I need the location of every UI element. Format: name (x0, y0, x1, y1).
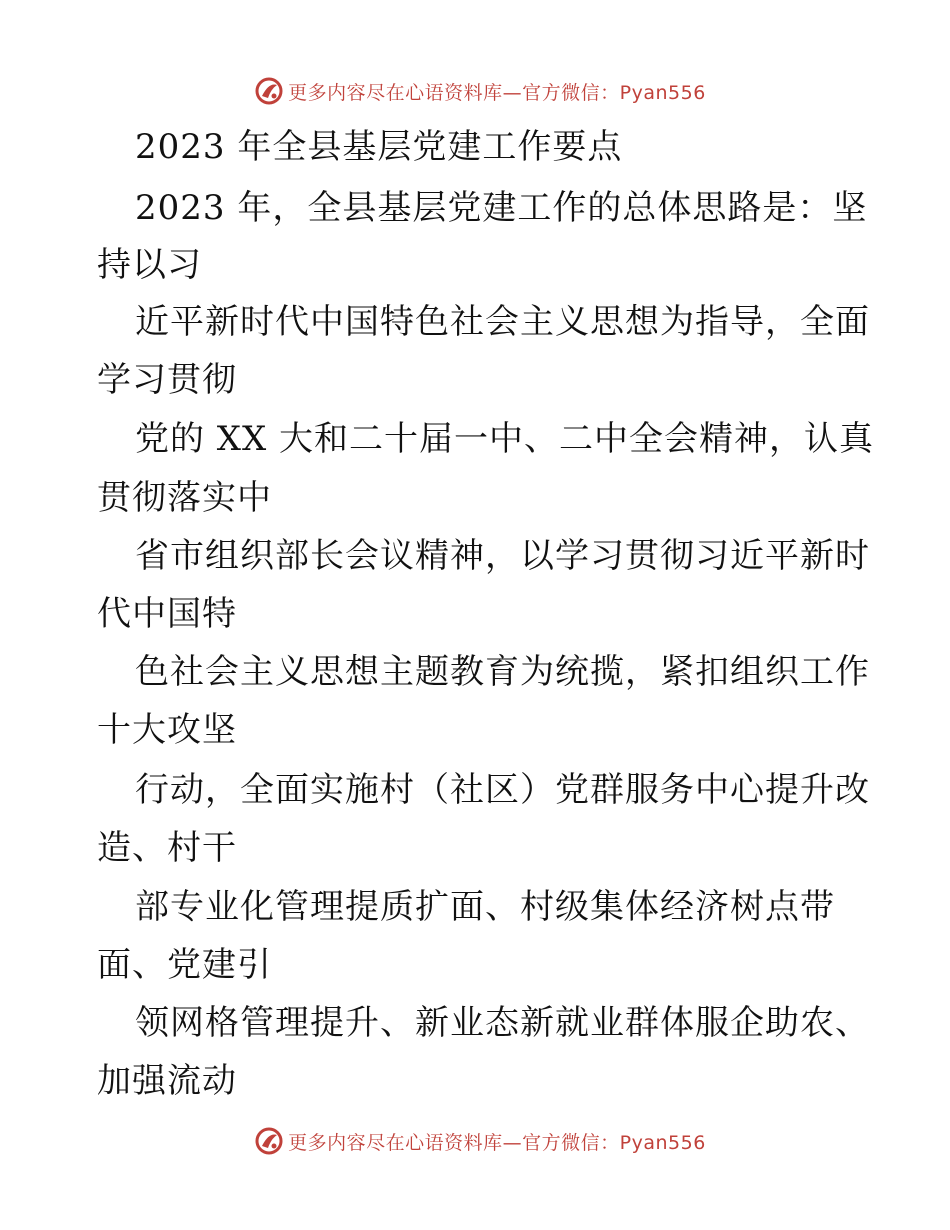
paragraph-line: 领网格管理提升、新业态新就业群体服企助农、 (135, 1003, 870, 1043)
paragraph-line: 2023 年，全县基层党建工作的总体思路是：坚 (135, 188, 868, 228)
paragraph-line: 造、村干 (97, 828, 237, 868)
paragraph-line: 省市组织部长会议精神，以学习贯彻习近平新时 (135, 536, 870, 576)
paragraph-line: 色社会主义思想主题教育为统揽，紧扣组织工作 (135, 652, 870, 692)
paragraph-line: 持以习 (97, 245, 202, 285)
paragraph-line: 面、党建引 (97, 945, 272, 985)
paragraph-line: 代中国特 (97, 594, 237, 634)
paragraph-line: 学习贯彻 (97, 360, 237, 400)
paragraph-line: 行动，全面实施村（社区）党群服务中心提升改 (135, 770, 870, 810)
paragraph-line: 党的 XX 大和二十届一中、二中全会精神，认真 (135, 419, 875, 459)
brand-logo-icon (254, 76, 284, 106)
paragraph-line: 部专业化管理提质扩面、村级集体经济树点带 (135, 887, 835, 927)
watermark-text: 更多内容尽在心语资料库—官方微信：Pyan556 (288, 81, 706, 104)
document-title: 2023 年全县基层党建工作要点 (135, 127, 623, 167)
paragraph-line: 十大攻坚 (97, 710, 237, 750)
footer-watermark (0, 1124, 950, 1158)
header-watermark (0, 74, 950, 108)
watermark-text: 更多内容尽在心语资料库—官方微信：Pyan556 (288, 1131, 706, 1154)
paragraph-line: 贯彻落实中 (97, 478, 272, 518)
brand-logo-icon (254, 1126, 284, 1156)
paragraph-line: 近平新时代中国特色社会主义思想为指导，全面 (135, 302, 870, 342)
paragraph-line: 加强流动 (97, 1061, 237, 1101)
